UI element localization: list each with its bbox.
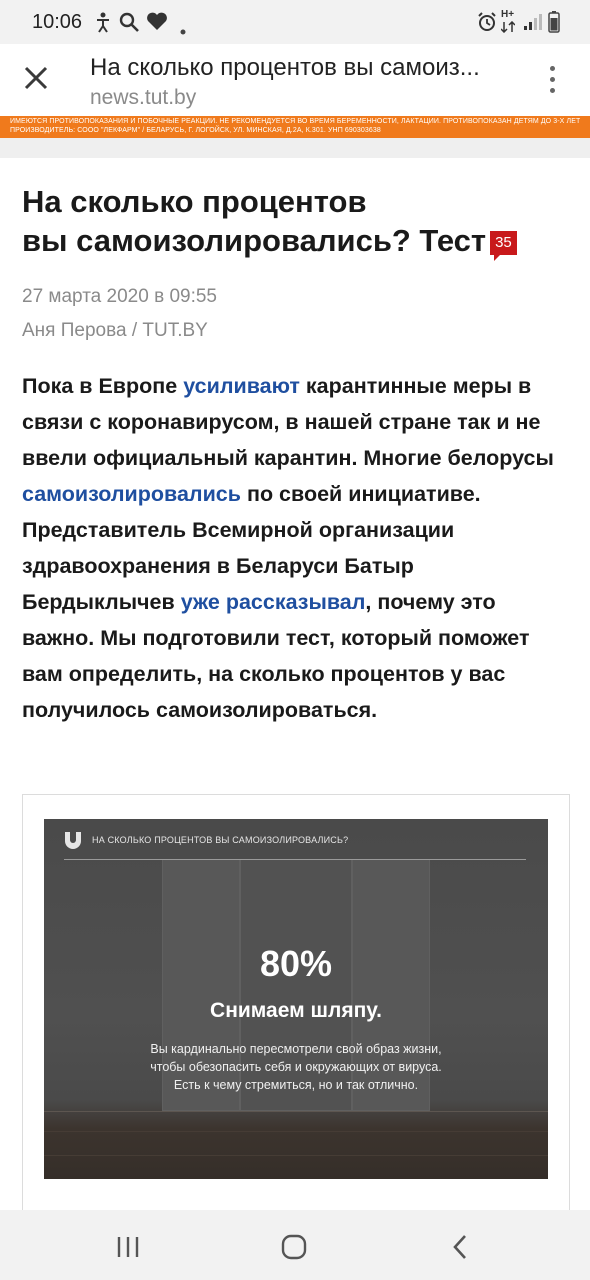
system-nav-bar [0,1210,590,1280]
floor-plank-decor [44,1155,548,1156]
lead-text-2: карантинные меры в связи с коронавирусом, в нашей стране так и не ввели официальный карантин. Многие белорусы [22,374,554,470]
test-embed-card [22,794,570,1214]
page-url[interactable]: news.tut.by [90,86,197,109]
signal-icon [523,13,543,36]
test-result-panel[interactable] [44,819,548,1179]
ad-text-line-1: ИМЕЮТСЯ ПРОТИВОПОКАЗАНИЯ И ПОБОЧНЫЕ РЕАКЦИИ. НЕ РЕКОМЕНДУЕТСЯ ВО ВРЕМЯ БЕРЕМЕННОСТИ, ЛАКТАЦИИ. ПРОТИВОПОКАЗАН ДЕТЯМ ДО 3-Х ЛЕТ [10,118,580,125]
home-icon[interactable] [279,1232,309,1262]
result-description [104,1040,488,1094]
close-icon[interactable] [18,60,54,96]
result-description-line-3: Есть к чему стремиться, но и так отлично. [173,1078,419,1092]
article-headline [22,182,562,260]
result-description-line-2: чтобы обезопасить себя и окружающих от вируса. [150,1060,442,1074]
link-intensify[interactable]: усиливают [183,374,300,398]
network-type-label: H+ [501,9,515,20]
recent-apps-icon[interactable] [113,1232,143,1262]
header-divider [64,859,526,860]
floor-plank-decor [44,1131,548,1132]
more-options-icon[interactable] [541,66,563,96]
browser-toolbar [0,44,590,116]
result-verdict: Снимаем шляпу. [210,999,382,1022]
ad-text [10,117,580,135]
article [0,158,590,1210]
accessibility-icon [94,11,112,39]
link-already-told[interactable]: уже рассказывал [180,590,366,614]
headline-line-1: На сколько процентов [22,184,367,219]
article-lead [22,368,570,728]
headline-line-2: вы самоизолировались? Тест [22,223,487,258]
status-bar [0,0,590,44]
link-self-isolated[interactable]: самоизолировались [22,482,241,506]
ad-text-line-2: ПРОИЗВОДИТЕЛЬ: СООО "ЛЕКФАРМ" / БЕЛАРУСЬ, Г. ЛОГОЙСК, УЛ. МИНСКАЯ, Д.2А, К.301. УНП 690303638 [10,127,381,134]
back-icon[interactable] [446,1232,476,1262]
ad-banner[interactable] [0,116,590,138]
comments-count-badge[interactable]: 35 [490,231,517,255]
battery-icon [548,11,560,38]
result-percent: 80% [259,943,333,984]
floor-line-decor [44,1111,548,1112]
lead-text-3: по своей инициативе. Представитель Всемирной организации здравоохранения в Беларуси Батыр Бердыклычев [22,482,481,614]
page-title[interactable]: На сколько процентов вы самоиз... [90,54,480,81]
lead-text-1: Пока в Европе [22,374,184,398]
network-activity-icon [501,10,515,38]
heart-icon [146,11,168,37]
ad-spacer [0,138,590,158]
status-time: 10:06 [32,11,83,33]
result-description-line-1: Вы кардинально пересмотрели свой образ жизни, [150,1042,442,1056]
dot-icon [180,19,186,41]
search-icon [118,11,140,39]
test-header: НА СКОЛЬКО ПРОЦЕНТОВ ВЫ САМОИЗОЛИРОВАЛИСЬ? [92,835,349,845]
tut-logo-icon [64,831,82,849]
lead-text-4: , почему это важно. Мы подготовили тест, который поможет вам определить, на сколько процентов у вас получилось самоизолироваться. [22,590,530,722]
alarm-icon [477,12,497,37]
article-date: 27 марта 2020 в 09:55 [22,286,217,307]
article-author[interactable]: Аня Перова / TUT.BY [22,320,208,341]
